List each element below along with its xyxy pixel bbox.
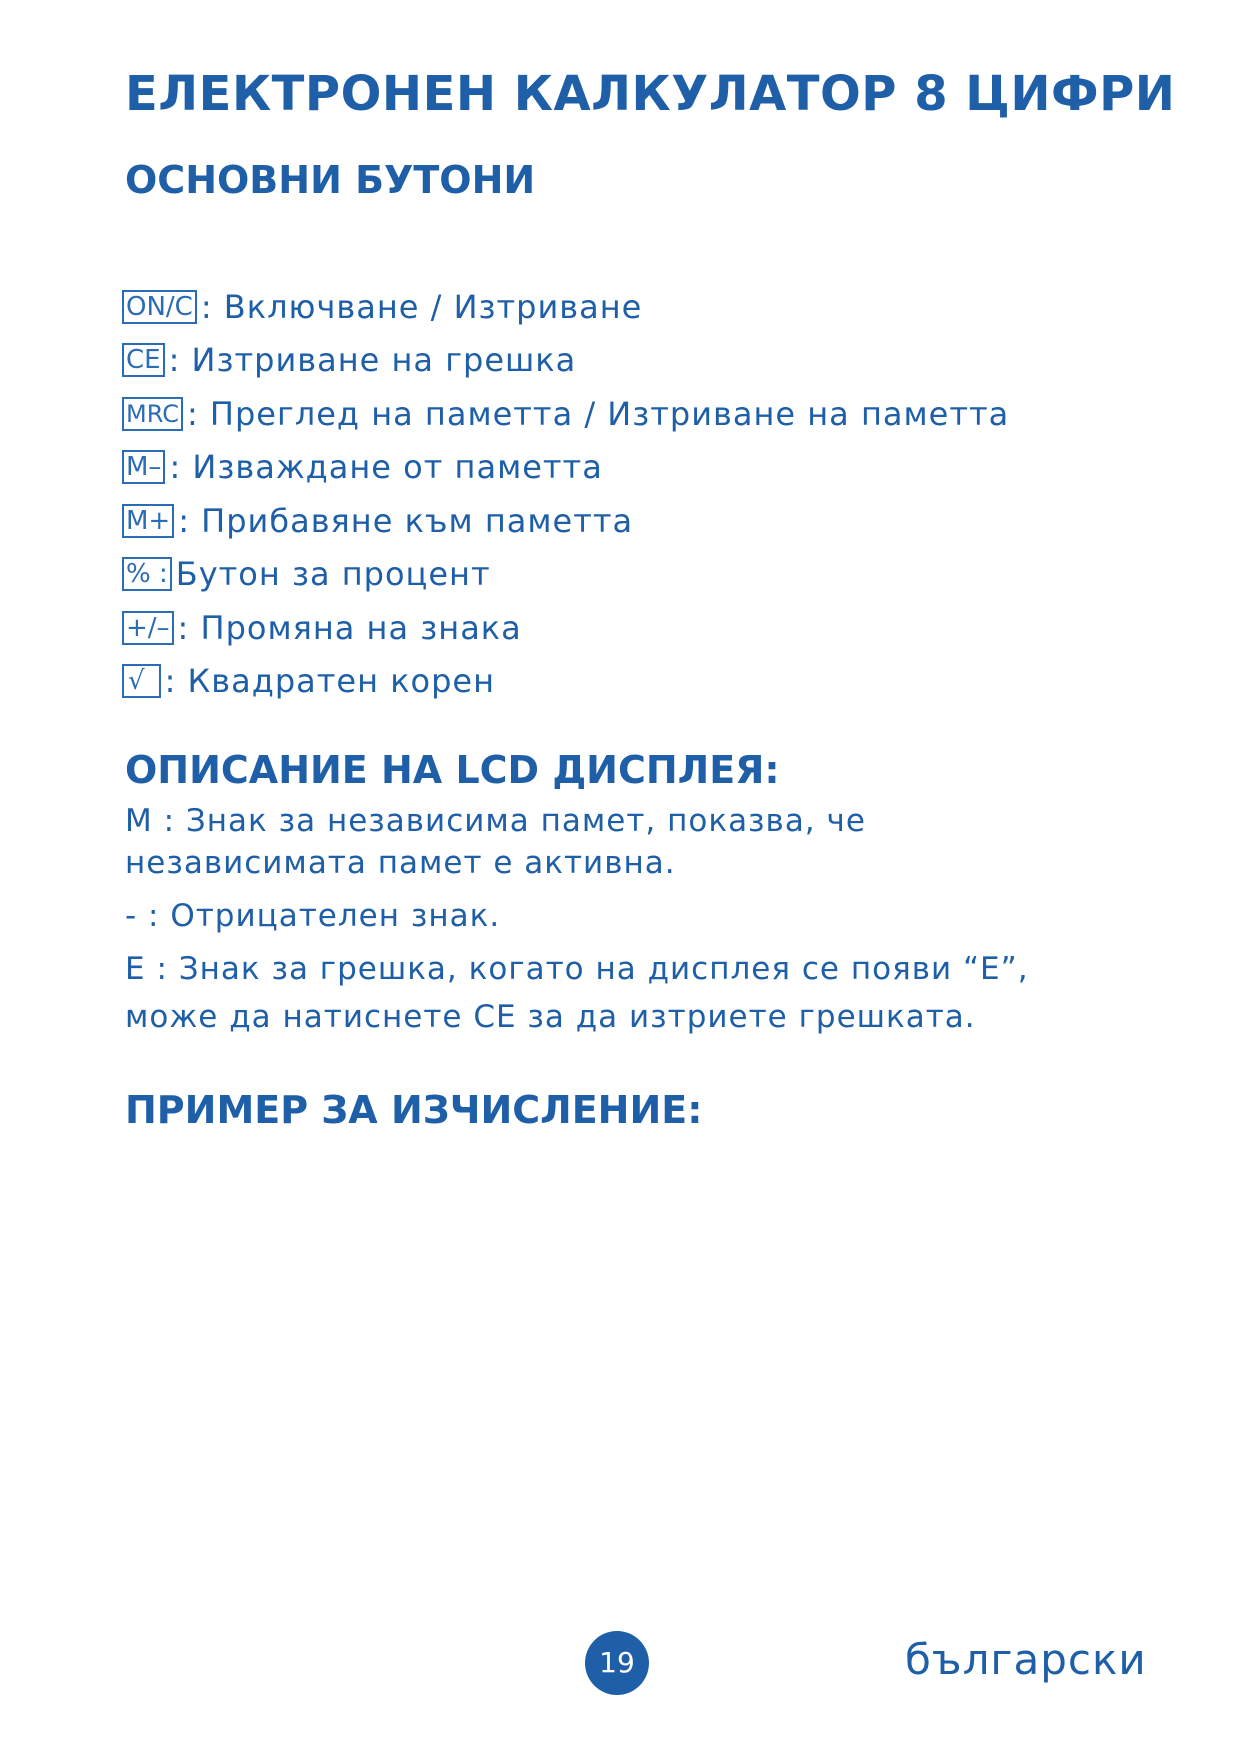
lcd-e-description [125,948,1029,1038]
lcd-minus-description: - : Отрицателен знак. [125,898,501,934]
lcd-section-heading: ОПИСАНИЕ НА LCD ДИСПЛЕЯ: [125,748,780,792]
lcd-e-line-1: E : Знак за грешка, когато на дисплея се появи “E”, [125,951,1029,987]
m-plus-key-icon: M+ [122,504,174,538]
key-description: : Изтриване на грешка [168,341,577,380]
example-section-heading: ПРИМЕР ЗА ИЗЧИСЛЕНИЕ: [125,1088,703,1132]
list-item [122,601,1009,655]
percent-key-icon: % : [122,557,172,591]
list-item [122,548,1009,602]
key-description: : Промяна на знака [177,608,522,647]
list-item [122,334,1009,388]
key-description: : Включване / Изтриване [200,287,643,326]
language-label: български [905,1635,1147,1684]
key-description: : Изваждане от паметта [169,448,603,487]
lcd-m-line-1: M : Знак за независима памет, показва, че [125,803,866,839]
key-description: : Квадратен корен [164,662,496,701]
lcd-m-line-2: независимата памет е активна. [125,845,676,881]
page-title: ЕЛЕКТРОНЕН КАЛКУЛАТОР 8 ЦИФРИ [125,66,1176,122]
list-item [122,441,1009,495]
lcd-m-description [125,800,866,884]
mrc-key-icon: MRC [122,397,183,431]
on-c-key-icon: ON/C [122,290,197,324]
lcd-e-line-2: може да натиснете CE за да изтриете грешката. [125,999,976,1035]
buttons-section-heading: ОСНОВНИ БУТОНИ [125,158,536,202]
ce-key-icon: CE [122,343,165,377]
key-description: Бутон за процент [175,555,491,594]
key-description: : Прибавяне към паметта [178,501,634,540]
page-number-badge: 19 [585,1631,649,1695]
plus-minus-key-icon: +/– [122,611,174,645]
list-item [122,387,1009,441]
list-item [122,280,1009,334]
list-item [122,655,1009,709]
m-minus-key-icon: M– [122,450,165,484]
list-item [122,494,1009,548]
buttons-list [122,280,1009,708]
square-root-key-icon: √ [122,664,161,698]
key-description: : Преглед на паметта / Изтриване на паметта [186,394,1010,433]
